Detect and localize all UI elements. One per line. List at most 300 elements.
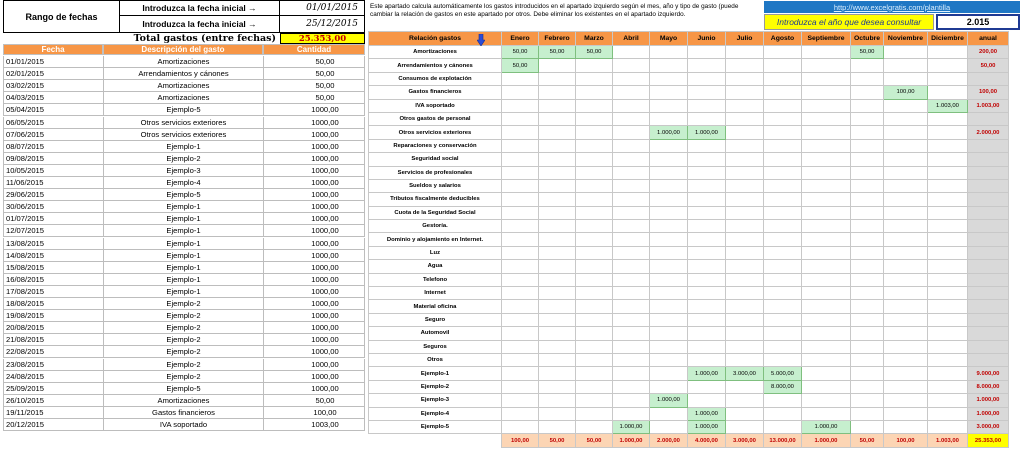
month-amount-cell[interactable] (802, 273, 851, 286)
expense-amount[interactable]: 1000,00 (263, 129, 365, 141)
month-amount-cell[interactable] (726, 233, 764, 246)
annual-total-cell[interactable] (968, 300, 1009, 313)
month-amount-cell[interactable] (851, 407, 884, 420)
month-amount-cell[interactable] (726, 206, 764, 219)
expense-row[interactable] (3, 334, 365, 346)
month-amount-cell[interactable] (502, 233, 539, 246)
expense-date[interactable]: 04/03/2015 (3, 92, 103, 104)
start-date-cell[interactable]: 01/01/2015 (280, 0, 365, 16)
expense-row[interactable] (3, 92, 365, 104)
month-amount-cell[interactable] (613, 233, 650, 246)
month-amount-cell[interactable] (539, 153, 576, 166)
month-amount-cell[interactable] (851, 340, 884, 353)
expense-amount[interactable]: 50,00 (263, 68, 365, 80)
month-amount-cell[interactable] (688, 287, 726, 300)
expense-date[interactable]: 25/09/2015 (3, 383, 103, 395)
month-amount-cell[interactable] (802, 153, 851, 166)
expense-amount[interactable]: 1000,00 (263, 153, 365, 165)
expense-category-label[interactable]: Reparaciones y conservación (369, 139, 502, 152)
month-amount-cell[interactable] (928, 220, 968, 233)
expense-amount[interactable]: 1000,00 (263, 141, 365, 153)
month-amount-cell[interactable] (851, 273, 884, 286)
month-amount-cell[interactable] (502, 220, 539, 233)
month-amount-cell[interactable] (502, 86, 539, 99)
month-amount-cell[interactable] (726, 193, 764, 206)
month-amount-cell[interactable] (688, 206, 726, 219)
month-amount-cell[interactable] (851, 179, 884, 192)
month-amount-cell[interactable] (726, 112, 764, 125)
expense-date[interactable]: 14/08/2015 (3, 250, 103, 262)
month-amount-cell[interactable] (928, 380, 968, 393)
expense-row[interactable] (3, 371, 365, 383)
month-amount-cell[interactable] (576, 394, 613, 407)
month-amount-cell[interactable] (539, 139, 576, 152)
month-amount-cell[interactable] (539, 59, 576, 72)
month-amount-cell[interactable] (884, 380, 928, 393)
annual-total-cell[interactable]: 3.000,00 (968, 420, 1009, 433)
expense-row[interactable] (3, 68, 365, 80)
month-amount-cell[interactable] (539, 394, 576, 407)
month-amount-cell[interactable] (539, 206, 576, 219)
expense-date[interactable]: 01/01/2015 (3, 56, 103, 68)
month-amount-cell[interactable] (928, 367, 968, 380)
expense-row[interactable] (3, 56, 365, 68)
month-amount-cell[interactable] (650, 153, 688, 166)
expense-date[interactable]: 23/08/2015 (3, 359, 103, 371)
expense-description[interactable]: Otros servicios exteriores (103, 129, 263, 141)
month-amount-cell[interactable] (884, 112, 928, 125)
expense-row[interactable] (3, 201, 365, 213)
month-amount-cell[interactable] (802, 313, 851, 326)
month-amount-cell[interactable] (851, 139, 884, 152)
month-amount-cell[interactable] (884, 139, 928, 152)
month-amount-cell[interactable] (539, 420, 576, 433)
month-amount-cell[interactable] (764, 153, 802, 166)
expense-row[interactable] (3, 383, 365, 395)
annual-total-cell[interactable]: 50,00 (968, 59, 1009, 72)
expense-date[interactable]: 30/06/2015 (3, 201, 103, 213)
month-amount-cell[interactable] (613, 246, 650, 259)
month-amount-cell[interactable] (851, 394, 884, 407)
expense-date[interactable]: 08/07/2015 (3, 141, 103, 153)
month-amount-cell[interactable] (802, 220, 851, 233)
month-amount-cell[interactable] (688, 179, 726, 192)
expense-category-label[interactable]: Gestoría. (369, 220, 502, 233)
month-amount-cell[interactable] (851, 246, 884, 259)
month-amount-cell[interactable]: 5.000,00 (764, 367, 802, 380)
month-amount-cell[interactable] (802, 112, 851, 125)
month-amount-cell[interactable] (764, 300, 802, 313)
annual-total-cell[interactable] (968, 353, 1009, 366)
month-amount-cell[interactable] (613, 99, 650, 112)
expense-description[interactable]: Ejemplo-5 (103, 189, 263, 201)
expense-date[interactable]: 18/08/2015 (3, 298, 103, 310)
month-amount-cell[interactable] (726, 394, 764, 407)
expense-category-label[interactable]: Gastos financieros (369, 86, 502, 99)
month-amount-cell[interactable] (802, 327, 851, 340)
month-amount-cell[interactable] (851, 300, 884, 313)
expense-description[interactable]: Ejemplo-2 (103, 298, 263, 310)
month-amount-cell[interactable] (650, 86, 688, 99)
expense-category-label[interactable]: IVA soportado (369, 99, 502, 112)
expense-date[interactable]: 17/08/2015 (3, 286, 103, 298)
year-input-cell[interactable]: 2.015 (936, 14, 1020, 30)
expense-category-label[interactable]: Otros gastos de personal (369, 112, 502, 125)
expense-amount[interactable]: 1000,00 (263, 250, 365, 262)
month-amount-cell[interactable] (688, 246, 726, 259)
month-amount-cell[interactable] (928, 407, 968, 420)
month-amount-cell[interactable] (726, 153, 764, 166)
expense-row[interactable] (3, 141, 365, 153)
expense-category-label[interactable]: Amortizaciones (369, 46, 502, 59)
month-amount-cell[interactable] (928, 233, 968, 246)
annual-total-cell[interactable] (968, 179, 1009, 192)
month-amount-cell[interactable] (502, 139, 539, 152)
expense-amount[interactable]: 1000,00 (263, 383, 365, 395)
expense-amount[interactable]: 1000,00 (263, 238, 365, 250)
month-amount-cell[interactable] (650, 166, 688, 179)
expense-description[interactable]: Ejemplo-2 (103, 359, 263, 371)
month-amount-cell[interactable] (502, 287, 539, 300)
expense-category-label[interactable]: Ejemplo-3 (369, 394, 502, 407)
month-amount-cell[interactable] (613, 340, 650, 353)
month-amount-cell[interactable] (576, 59, 613, 72)
expense-description[interactable]: Amortizaciones (103, 92, 263, 104)
month-amount-cell[interactable] (884, 260, 928, 273)
month-amount-cell[interactable] (884, 300, 928, 313)
plantilla-link[interactable]: http://www.excelgratis.com/plantilla (764, 1, 1020, 13)
month-amount-cell[interactable] (884, 233, 928, 246)
expense-amount[interactable]: 1000,00 (263, 213, 365, 225)
expense-amount[interactable]: 1000,00 (263, 189, 365, 201)
month-amount-cell[interactable] (613, 59, 650, 72)
month-amount-cell[interactable] (764, 86, 802, 99)
month-amount-cell[interactable] (884, 327, 928, 340)
end-date-cell[interactable]: 25/12/2015 (280, 16, 365, 33)
month-amount-cell[interactable] (884, 46, 928, 59)
annual-total-cell[interactable] (968, 112, 1009, 125)
month-amount-cell[interactable] (576, 407, 613, 420)
month-amount-cell[interactable] (650, 260, 688, 273)
month-amount-cell[interactable] (576, 72, 613, 85)
month-amount-cell[interactable] (688, 313, 726, 326)
expense-amount[interactable]: 50,00 (263, 80, 365, 92)
month-amount-cell[interactable] (576, 126, 613, 139)
annual-total-cell[interactable] (968, 153, 1009, 166)
expense-category-label[interactable]: Seguridad social (369, 153, 502, 166)
expense-date[interactable]: 26/10/2015 (3, 395, 103, 407)
expense-date[interactable]: 01/07/2015 (3, 213, 103, 225)
month-amount-cell[interactable] (688, 166, 726, 179)
month-amount-cell[interactable] (650, 407, 688, 420)
month-amount-cell[interactable] (802, 246, 851, 259)
annual-total-cell[interactable]: 200,00 (968, 46, 1009, 59)
expense-description[interactable]: Ejemplo-5 (103, 383, 263, 395)
month-amount-cell[interactable] (928, 260, 968, 273)
annual-total-cell[interactable] (968, 220, 1009, 233)
expense-row[interactable] (3, 298, 365, 310)
month-amount-cell[interactable] (802, 407, 851, 420)
month-amount-cell[interactable] (928, 112, 968, 125)
expense-description[interactable]: Ejemplo-1 (103, 225, 263, 237)
month-amount-cell[interactable] (650, 367, 688, 380)
month-amount-cell[interactable] (928, 394, 968, 407)
month-amount-cell[interactable] (802, 86, 851, 99)
month-amount-cell[interactable] (802, 59, 851, 72)
month-amount-cell[interactable] (764, 179, 802, 192)
month-amount-cell[interactable] (650, 193, 688, 206)
month-amount-cell[interactable] (726, 380, 764, 393)
expense-date[interactable]: 09/08/2015 (3, 153, 103, 165)
expense-date[interactable]: 22/08/2015 (3, 346, 103, 358)
month-amount-cell[interactable]: 1.000,00 (613, 420, 650, 433)
month-amount-cell[interactable] (851, 166, 884, 179)
month-amount-cell[interactable] (613, 206, 650, 219)
expense-date[interactable]: 06/05/2015 (3, 117, 103, 129)
month-amount-cell[interactable] (650, 179, 688, 192)
month-amount-cell[interactable] (726, 72, 764, 85)
month-amount-cell[interactable] (802, 72, 851, 85)
month-amount-cell[interactable] (688, 260, 726, 273)
month-amount-cell[interactable] (576, 327, 613, 340)
month-amount-cell[interactable] (502, 420, 539, 433)
month-amount-cell[interactable] (539, 407, 576, 420)
expense-row[interactable] (3, 129, 365, 141)
expense-date[interactable]: 12/07/2015 (3, 225, 103, 237)
month-amount-cell[interactable] (802, 139, 851, 152)
month-amount-cell[interactable] (502, 273, 539, 286)
month-amount-cell[interactable] (613, 300, 650, 313)
expense-amount[interactable]: 50,00 (263, 92, 365, 104)
month-amount-cell[interactable] (688, 46, 726, 59)
month-amount-cell[interactable] (851, 72, 884, 85)
month-amount-cell[interactable] (726, 99, 764, 112)
expense-amount[interactable]: 1000,00 (263, 346, 365, 358)
expense-description[interactable]: Amortizaciones (103, 80, 263, 92)
expense-category-label[interactable]: Consumos de explotación (369, 72, 502, 85)
month-amount-cell[interactable] (650, 380, 688, 393)
month-amount-cell[interactable] (502, 126, 539, 139)
month-amount-cell[interactable]: 1.003,00 (928, 99, 968, 112)
annual-total-cell[interactable] (968, 313, 1009, 326)
month-amount-cell[interactable] (539, 220, 576, 233)
month-amount-cell[interactable] (802, 233, 851, 246)
month-amount-cell[interactable]: 50,00 (576, 46, 613, 59)
expense-category-label[interactable]: Ejemplo-4 (369, 407, 502, 420)
month-amount-cell[interactable] (502, 394, 539, 407)
expense-date[interactable]: 05/04/2015 (3, 104, 103, 116)
month-amount-cell[interactable] (764, 287, 802, 300)
month-amount-cell[interactable] (851, 206, 884, 219)
expense-date[interactable]: 15/08/2015 (3, 262, 103, 274)
month-amount-cell[interactable] (688, 193, 726, 206)
month-amount-cell[interactable] (688, 394, 726, 407)
month-amount-cell[interactable] (650, 59, 688, 72)
expense-date[interactable]: 21/08/2015 (3, 334, 103, 346)
month-amount-cell[interactable] (928, 327, 968, 340)
expense-date[interactable]: 19/11/2015 (3, 407, 103, 419)
month-amount-cell[interactable] (539, 179, 576, 192)
month-amount-cell[interactable] (576, 139, 613, 152)
month-amount-cell[interactable] (851, 126, 884, 139)
expense-row[interactable] (3, 80, 365, 92)
month-amount-cell[interactable] (726, 59, 764, 72)
annual-total-cell[interactable] (968, 287, 1009, 300)
month-amount-cell[interactable] (726, 126, 764, 139)
month-amount-cell[interactable] (802, 394, 851, 407)
month-amount-cell[interactable] (576, 206, 613, 219)
expense-row[interactable] (3, 310, 365, 322)
month-amount-cell[interactable] (726, 246, 764, 259)
month-amount-cell[interactable] (539, 300, 576, 313)
expense-amount[interactable]: 1000,00 (263, 262, 365, 274)
expense-category-label[interactable]: Telefono (369, 273, 502, 286)
month-amount-cell[interactable] (613, 287, 650, 300)
month-amount-cell[interactable] (726, 166, 764, 179)
month-amount-cell[interactable] (576, 340, 613, 353)
month-amount-cell[interactable] (502, 407, 539, 420)
month-amount-cell[interactable] (928, 340, 968, 353)
expense-row[interactable] (3, 395, 365, 407)
month-amount-cell[interactable] (539, 273, 576, 286)
month-amount-cell[interactable] (884, 153, 928, 166)
month-amount-cell[interactable] (539, 166, 576, 179)
expense-description[interactable]: Ejemplo-3 (103, 165, 263, 177)
month-amount-cell[interactable] (726, 407, 764, 420)
month-amount-cell[interactable] (539, 287, 576, 300)
expense-amount[interactable]: 1000,00 (263, 225, 365, 237)
month-amount-cell[interactable] (576, 420, 613, 433)
expense-description[interactable]: Ejemplo-1 (103, 141, 263, 153)
expense-description[interactable]: Ejemplo-2 (103, 322, 263, 334)
expense-amount[interactable]: 1000,00 (263, 286, 365, 298)
month-amount-cell[interactable] (764, 112, 802, 125)
month-amount-cell[interactable] (928, 72, 968, 85)
expense-category-label[interactable]: Arrendamientos y cánones (369, 59, 502, 72)
month-amount-cell[interactable] (851, 86, 884, 99)
month-amount-cell[interactable] (539, 340, 576, 353)
expense-category-label[interactable]: Ejemplo-1 (369, 367, 502, 380)
month-amount-cell[interactable] (802, 46, 851, 59)
month-amount-cell[interactable] (851, 112, 884, 125)
month-amount-cell[interactable] (928, 126, 968, 139)
month-amount-cell[interactable] (802, 126, 851, 139)
month-amount-cell[interactable] (928, 179, 968, 192)
month-amount-cell[interactable] (576, 220, 613, 233)
month-amount-cell[interactable] (851, 327, 884, 340)
month-amount-cell[interactable] (688, 220, 726, 233)
month-amount-cell[interactable] (502, 206, 539, 219)
month-amount-cell[interactable] (851, 59, 884, 72)
month-amount-cell[interactable] (613, 394, 650, 407)
month-amount-cell[interactable] (613, 86, 650, 99)
month-amount-cell[interactable] (613, 260, 650, 273)
month-amount-cell[interactable] (764, 407, 802, 420)
month-amount-cell[interactable]: 50,00 (502, 46, 539, 59)
month-amount-cell[interactable] (613, 353, 650, 366)
month-amount-cell[interactable] (650, 139, 688, 152)
expense-date[interactable]: 24/08/2015 (3, 371, 103, 383)
expense-amount[interactable]: 50,00 (263, 395, 365, 407)
expense-amount[interactable]: 1000,00 (263, 274, 365, 286)
month-amount-cell[interactable] (928, 153, 968, 166)
month-amount-cell[interactable] (613, 112, 650, 125)
month-amount-cell[interactable] (884, 193, 928, 206)
expense-category-label[interactable]: Luz (369, 246, 502, 259)
expense-amount[interactable]: 1000,00 (263, 104, 365, 116)
month-amount-cell[interactable] (726, 327, 764, 340)
expense-row[interactable] (3, 262, 365, 274)
month-amount-cell[interactable] (539, 99, 576, 112)
expense-description[interactable]: Ejemplo-2 (103, 334, 263, 346)
month-amount-cell[interactable] (851, 313, 884, 326)
expense-row[interactable] (3, 189, 365, 201)
month-amount-cell[interactable] (884, 220, 928, 233)
annual-total-cell[interactable]: 100,00 (968, 86, 1009, 99)
month-amount-cell[interactable] (726, 340, 764, 353)
expense-row[interactable] (3, 153, 365, 165)
month-amount-cell[interactable] (764, 139, 802, 152)
month-amount-cell[interactable] (928, 86, 968, 99)
month-amount-cell[interactable] (884, 313, 928, 326)
month-amount-cell[interactable] (502, 340, 539, 353)
month-amount-cell[interactable] (802, 380, 851, 393)
month-amount-cell[interactable] (613, 72, 650, 85)
month-amount-cell[interactable] (764, 193, 802, 206)
expense-description[interactable]: Otros servicios exteriores (103, 117, 263, 129)
expense-amount[interactable]: 1000,00 (263, 177, 365, 189)
month-amount-cell[interactable] (650, 233, 688, 246)
month-amount-cell[interactable] (613, 273, 650, 286)
month-amount-cell[interactable] (688, 380, 726, 393)
month-amount-cell[interactable] (884, 59, 928, 72)
expense-category-label[interactable]: Seguros (369, 340, 502, 353)
expense-description[interactable]: Ejemplo-1 (103, 286, 263, 298)
month-amount-cell[interactable]: 50,00 (851, 46, 884, 59)
month-amount-cell[interactable] (802, 193, 851, 206)
expense-description[interactable]: Arrendamientos y cánones (103, 68, 263, 80)
month-amount-cell[interactable] (650, 99, 688, 112)
month-amount-cell[interactable] (502, 166, 539, 179)
month-amount-cell[interactable] (613, 139, 650, 152)
month-amount-cell[interactable] (613, 313, 650, 326)
month-amount-cell[interactable] (613, 407, 650, 420)
month-amount-cell[interactable] (539, 313, 576, 326)
month-amount-cell[interactable] (802, 340, 851, 353)
expense-amount[interactable]: 1000,00 (263, 310, 365, 322)
month-amount-cell[interactable] (802, 353, 851, 366)
annual-total-cell[interactable] (968, 340, 1009, 353)
annual-total-cell[interactable] (968, 246, 1009, 259)
annual-total-cell[interactable] (968, 233, 1009, 246)
month-amount-cell[interactable] (726, 353, 764, 366)
expense-category-label[interactable]: Dominio y alojamiento en Internet. (369, 233, 502, 246)
month-amount-cell[interactable] (884, 126, 928, 139)
month-amount-cell[interactable] (802, 99, 851, 112)
month-amount-cell[interactable] (851, 153, 884, 166)
month-amount-cell[interactable] (726, 260, 764, 273)
month-amount-cell[interactable] (650, 300, 688, 313)
month-amount-cell[interactable] (802, 300, 851, 313)
expense-category-label[interactable]: Otros servicios exteriores (369, 126, 502, 139)
month-amount-cell[interactable] (576, 260, 613, 273)
month-amount-cell[interactable]: 1.000,00 (688, 420, 726, 433)
month-amount-cell[interactable] (884, 394, 928, 407)
month-amount-cell[interactable] (764, 233, 802, 246)
month-amount-cell[interactable] (726, 287, 764, 300)
month-amount-cell[interactable]: 1.000,00 (688, 126, 726, 139)
month-amount-cell[interactable] (851, 353, 884, 366)
